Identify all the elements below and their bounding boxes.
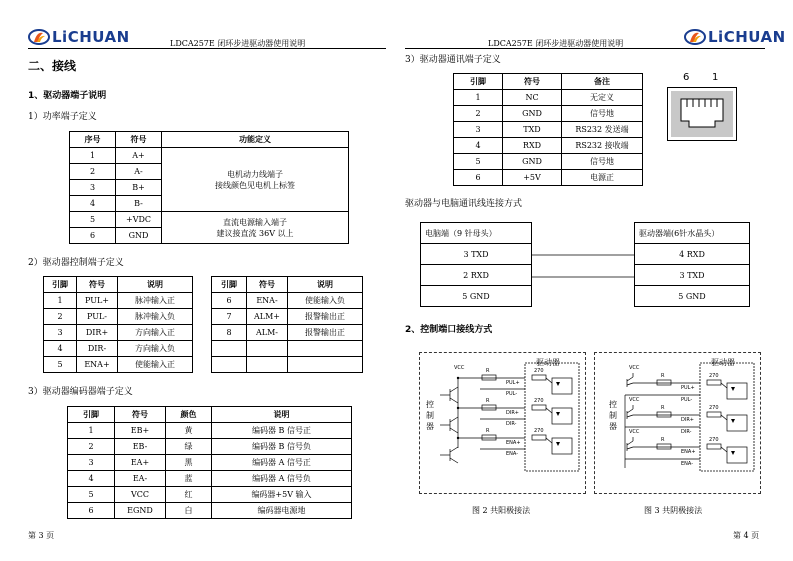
rj-connector-icon <box>667 87 737 145</box>
cell-symbol: EA- <box>115 471 166 487</box>
cell-symbol: A- <box>116 164 162 180</box>
cell-note: 无定义 <box>562 90 643 106</box>
cell-pin: 4 <box>68 471 115 487</box>
func-motor-line2: 接线颜色见电机上标签 <box>215 180 295 190</box>
cell-symbol: EB+ <box>115 423 166 439</box>
pin-label-pul-minus: PUL- <box>506 391 518 397</box>
cell-note: RS232 发送端 <box>562 122 643 138</box>
resistor-label: R <box>486 368 490 374</box>
cell-pin: 6 <box>68 503 115 519</box>
controller-label: 控制器 <box>426 400 434 431</box>
pin-label-dir-minus: DIR- <box>506 421 517 427</box>
control-wiring-title: 2、控制端口接线方式 <box>405 325 493 335</box>
cell-desc: 报警输出正 <box>288 309 363 325</box>
cell-symbol: GND <box>503 154 562 170</box>
col-header: 符号 <box>77 277 118 293</box>
cell-pin: 4 <box>454 138 503 154</box>
pin-label-ena-minus: ENA- <box>506 451 519 457</box>
cell-pin: 6 <box>212 293 247 309</box>
cell-symbol: TXD <box>503 122 562 138</box>
resistor-value-label: 270 <box>534 368 544 374</box>
cell-pin <box>212 357 247 373</box>
rj-pin-label-6: 6 <box>683 72 690 83</box>
cell-desc: 方向输入正 <box>118 325 193 341</box>
cell-pin: 1 <box>68 423 115 439</box>
cell-pin: 8 <box>212 325 247 341</box>
cell-pin: 7 <box>212 309 247 325</box>
cell-desc: 编码器+5V 输入 <box>212 487 352 503</box>
cell-symbol: B+ <box>116 180 162 196</box>
cell-symbol: ALM+ <box>247 309 288 325</box>
cell-symbol: DIR- <box>77 341 118 357</box>
cell-color: 蓝 <box>166 471 212 487</box>
cell-note: 电源正 <box>562 170 643 186</box>
cell-desc: 方向输入负 <box>118 341 193 357</box>
cell-desc: 脉冲输入负 <box>118 309 193 325</box>
col-header: 引脚 <box>454 74 503 90</box>
cell-symbol <box>247 357 288 373</box>
comm-terminal-table <box>453 73 643 186</box>
figure-caption-3: 图 3 共阴极接法 <box>644 506 703 515</box>
cell-symbol: GND <box>503 106 562 122</box>
cell-note: 信号地 <box>562 154 643 170</box>
brand-name: LiCHUAN <box>52 28 130 46</box>
driver-side-row: 3 TXD <box>635 265 750 286</box>
cell-no: 4 <box>70 196 116 212</box>
page-number-right: 第 4 页 <box>733 531 760 540</box>
col-header: 引脚 <box>44 277 77 293</box>
subsection-terminal-desc: 1、驱动器端子说明 <box>28 91 107 101</box>
cell-symbol <box>247 341 288 357</box>
lichuan-logo-left <box>28 28 130 46</box>
driver-side-table <box>634 222 750 307</box>
resistor-value-label: 270 <box>709 373 719 379</box>
cell-symbol: RXD <box>503 138 562 154</box>
cell-note: RS232 接收端 <box>562 138 643 154</box>
cell-pin: 2 <box>44 309 77 325</box>
pin-label-pul-minus: PUL- <box>681 397 693 403</box>
cell-symbol: A+ <box>116 148 162 164</box>
pin-label-pul-plus: PUL+ <box>681 385 695 391</box>
cell-desc: 编码器 B 信号正 <box>212 423 352 439</box>
comm-link-title: 驱动器与电脑通讯线连接方式 <box>405 199 523 209</box>
func-power-line2: 建议接直流 36V 以上 <box>216 228 294 238</box>
cell-symbol: PUL+ <box>77 293 118 309</box>
cell-desc: 脉冲输入正 <box>118 293 193 309</box>
cell-no: 1 <box>70 148 116 164</box>
diagram-common-anode <box>419 352 586 494</box>
control-terminal-table-left <box>43 276 193 373</box>
col-header: 颜色 <box>166 407 212 423</box>
brand-name: LiCHUAN <box>708 28 786 46</box>
col-header: 引脚 <box>68 407 115 423</box>
resistor-value-label: 270 <box>709 405 719 411</box>
cell-pin: 2 <box>454 106 503 122</box>
cell-func-motor <box>162 148 349 212</box>
comm-crossover-lines <box>532 222 634 314</box>
cell-desc: 编码器电源地 <box>212 503 352 519</box>
driver-side-header: 驱动器端(6针水晶头） <box>635 223 750 244</box>
cell-symbol: EB- <box>115 439 166 455</box>
cell-symbol: PUL- <box>77 309 118 325</box>
rj-pin-label-1: 1 <box>712 72 719 83</box>
cell-desc <box>288 357 363 373</box>
func-power-line1: 直流电源输入端子 <box>223 217 287 227</box>
cell-desc: 使能输入正 <box>118 357 193 373</box>
cell-symbol: VCC <box>115 487 166 503</box>
cell-no: 6 <box>70 228 116 244</box>
cell-symbol: B- <box>116 196 162 212</box>
power-terminal-table <box>69 131 349 244</box>
cell-symbol: ALM- <box>247 325 288 341</box>
cell-symbol: ENA- <box>247 293 288 309</box>
pin-label-dir-plus: DIR+ <box>681 417 694 423</box>
pin-label-ena-minus: ENA- <box>681 461 694 467</box>
cell-pin: 3 <box>68 455 115 471</box>
cell-pin: 1 <box>44 293 77 309</box>
pc-side-header: 电脑端（9 针母头） <box>421 223 532 244</box>
pin-label-pul-plus: PUL+ <box>506 380 520 386</box>
cell-color: 绿 <box>166 439 212 455</box>
control-terminal-table-right <box>211 276 363 373</box>
cell-desc: 编码器 B 信号负 <box>212 439 352 455</box>
vcc-label: VCC <box>629 365 640 371</box>
pc-side-row: 3 TXD <box>421 244 532 265</box>
cell-color: 红 <box>166 487 212 503</box>
cell-symbol: ENA+ <box>77 357 118 373</box>
cell-color: 黄 <box>166 423 212 439</box>
encoder-terminal-table <box>67 406 352 519</box>
controller-label: 控制器 <box>609 400 617 431</box>
col-header: 说明 <box>212 407 352 423</box>
cell-no: 3 <box>70 180 116 196</box>
header-rule-right <box>405 48 765 49</box>
col-header: 符号 <box>115 407 166 423</box>
comm-terminal-title: 3）驱动器通讯端子定义 <box>405 55 501 65</box>
resistor-value-label: 270 <box>534 428 544 434</box>
cell-symbol: EA+ <box>115 455 166 471</box>
resistor-value-label: 270 <box>534 398 544 404</box>
diagram-common-cathode <box>594 352 761 494</box>
cell-desc: 编码器 A 信号负 <box>212 471 352 487</box>
cell-desc <box>288 341 363 357</box>
resistor-label: R <box>661 373 665 379</box>
resistor-label: R <box>661 405 665 411</box>
doc-title-left: LDCA257E 闭环步进驱动器使用说明 <box>170 39 306 48</box>
cell-func-power <box>162 212 349 244</box>
col-header: 说明 <box>288 277 363 293</box>
pin-label-dir-plus: DIR+ <box>506 410 519 416</box>
lichuan-logo-right <box>684 28 786 46</box>
cell-note: 信号地 <box>562 106 643 122</box>
cell-pin: 6 <box>454 170 503 186</box>
cell-pin: 5 <box>68 487 115 503</box>
lichuan-logo-mark-icon <box>28 29 50 45</box>
cell-pin: 3 <box>44 325 77 341</box>
cell-pin: 2 <box>68 439 115 455</box>
pin-label-ena-plus: ENA+ <box>681 449 696 455</box>
cell-pin: 5 <box>454 154 503 170</box>
cell-color: 黑 <box>166 455 212 471</box>
control-terminal-title: 2）驱动器控制端子定义 <box>28 258 124 268</box>
vcc-label: VCC <box>454 365 465 371</box>
pc-side-row: 5 GND <box>421 286 532 307</box>
col-header: 符号 <box>247 277 288 293</box>
resistor-label: R <box>486 428 490 434</box>
page-number-left: 第 3 页 <box>28 531 55 540</box>
pin-label-ena-plus: ENA+ <box>506 440 521 446</box>
header-rule-left <box>28 48 386 49</box>
vcc-label: VCC <box>629 429 640 435</box>
pin-label-dir-minus: DIR- <box>681 429 692 435</box>
cell-symbol: GND <box>116 228 162 244</box>
func-motor-line1: 电机动力线端子 <box>227 169 283 179</box>
cell-no: 5 <box>70 212 116 228</box>
col-header: 符号 <box>116 132 162 148</box>
doc-title-right: LDCA257E 闭环步进驱动器使用说明 <box>488 39 624 48</box>
cell-pin: 5 <box>44 357 77 373</box>
resistor-label: R <box>661 437 665 443</box>
pc-side-row: 2 RXD <box>421 265 532 286</box>
cell-pin: 4 <box>44 341 77 357</box>
col-header: 符号 <box>503 74 562 90</box>
col-header: 功能定义 <box>162 132 349 148</box>
driver-box-label: 驱动器 <box>536 358 560 367</box>
driver-side-row: 4 RXD <box>635 244 750 265</box>
col-header: 备注 <box>562 74 643 90</box>
driver-box-label: 驱动器 <box>711 358 735 367</box>
resistor-label: R <box>486 398 490 404</box>
cell-desc: 编码器 A 信号正 <box>212 455 352 471</box>
cell-symbol: NC <box>503 90 562 106</box>
col-header: 序号 <box>70 132 116 148</box>
vcc-label: VCC <box>629 397 640 403</box>
lichuan-logo-mark-icon <box>684 29 706 45</box>
cell-desc: 使能输入负 <box>288 293 363 309</box>
cell-pin: 3 <box>454 122 503 138</box>
cell-pin <box>212 341 247 357</box>
cell-symbol: DIR+ <box>77 325 118 341</box>
encoder-terminal-title: 3）驱动器编码器端子定义 <box>28 387 133 397</box>
cell-no: 2 <box>70 164 116 180</box>
cell-symbol: EGND <box>115 503 166 519</box>
resistor-value-label: 270 <box>709 437 719 443</box>
driver-side-row: 5 GND <box>635 286 750 307</box>
cell-symbol: +5V <box>503 170 562 186</box>
cell-symbol: +VDC <box>116 212 162 228</box>
pc-side-table <box>420 222 532 307</box>
figure-caption-2: 图 2 共阳极接法 <box>472 506 531 515</box>
cell-pin: 1 <box>454 90 503 106</box>
section-title-wiring: 二、接线 <box>28 59 77 73</box>
cell-color: 白 <box>166 503 212 519</box>
col-header: 引脚 <box>212 277 247 293</box>
cell-desc: 报警输出正 <box>288 325 363 341</box>
power-terminal-title: 1）功率端子定义 <box>28 112 97 122</box>
col-header: 说明 <box>118 277 193 293</box>
